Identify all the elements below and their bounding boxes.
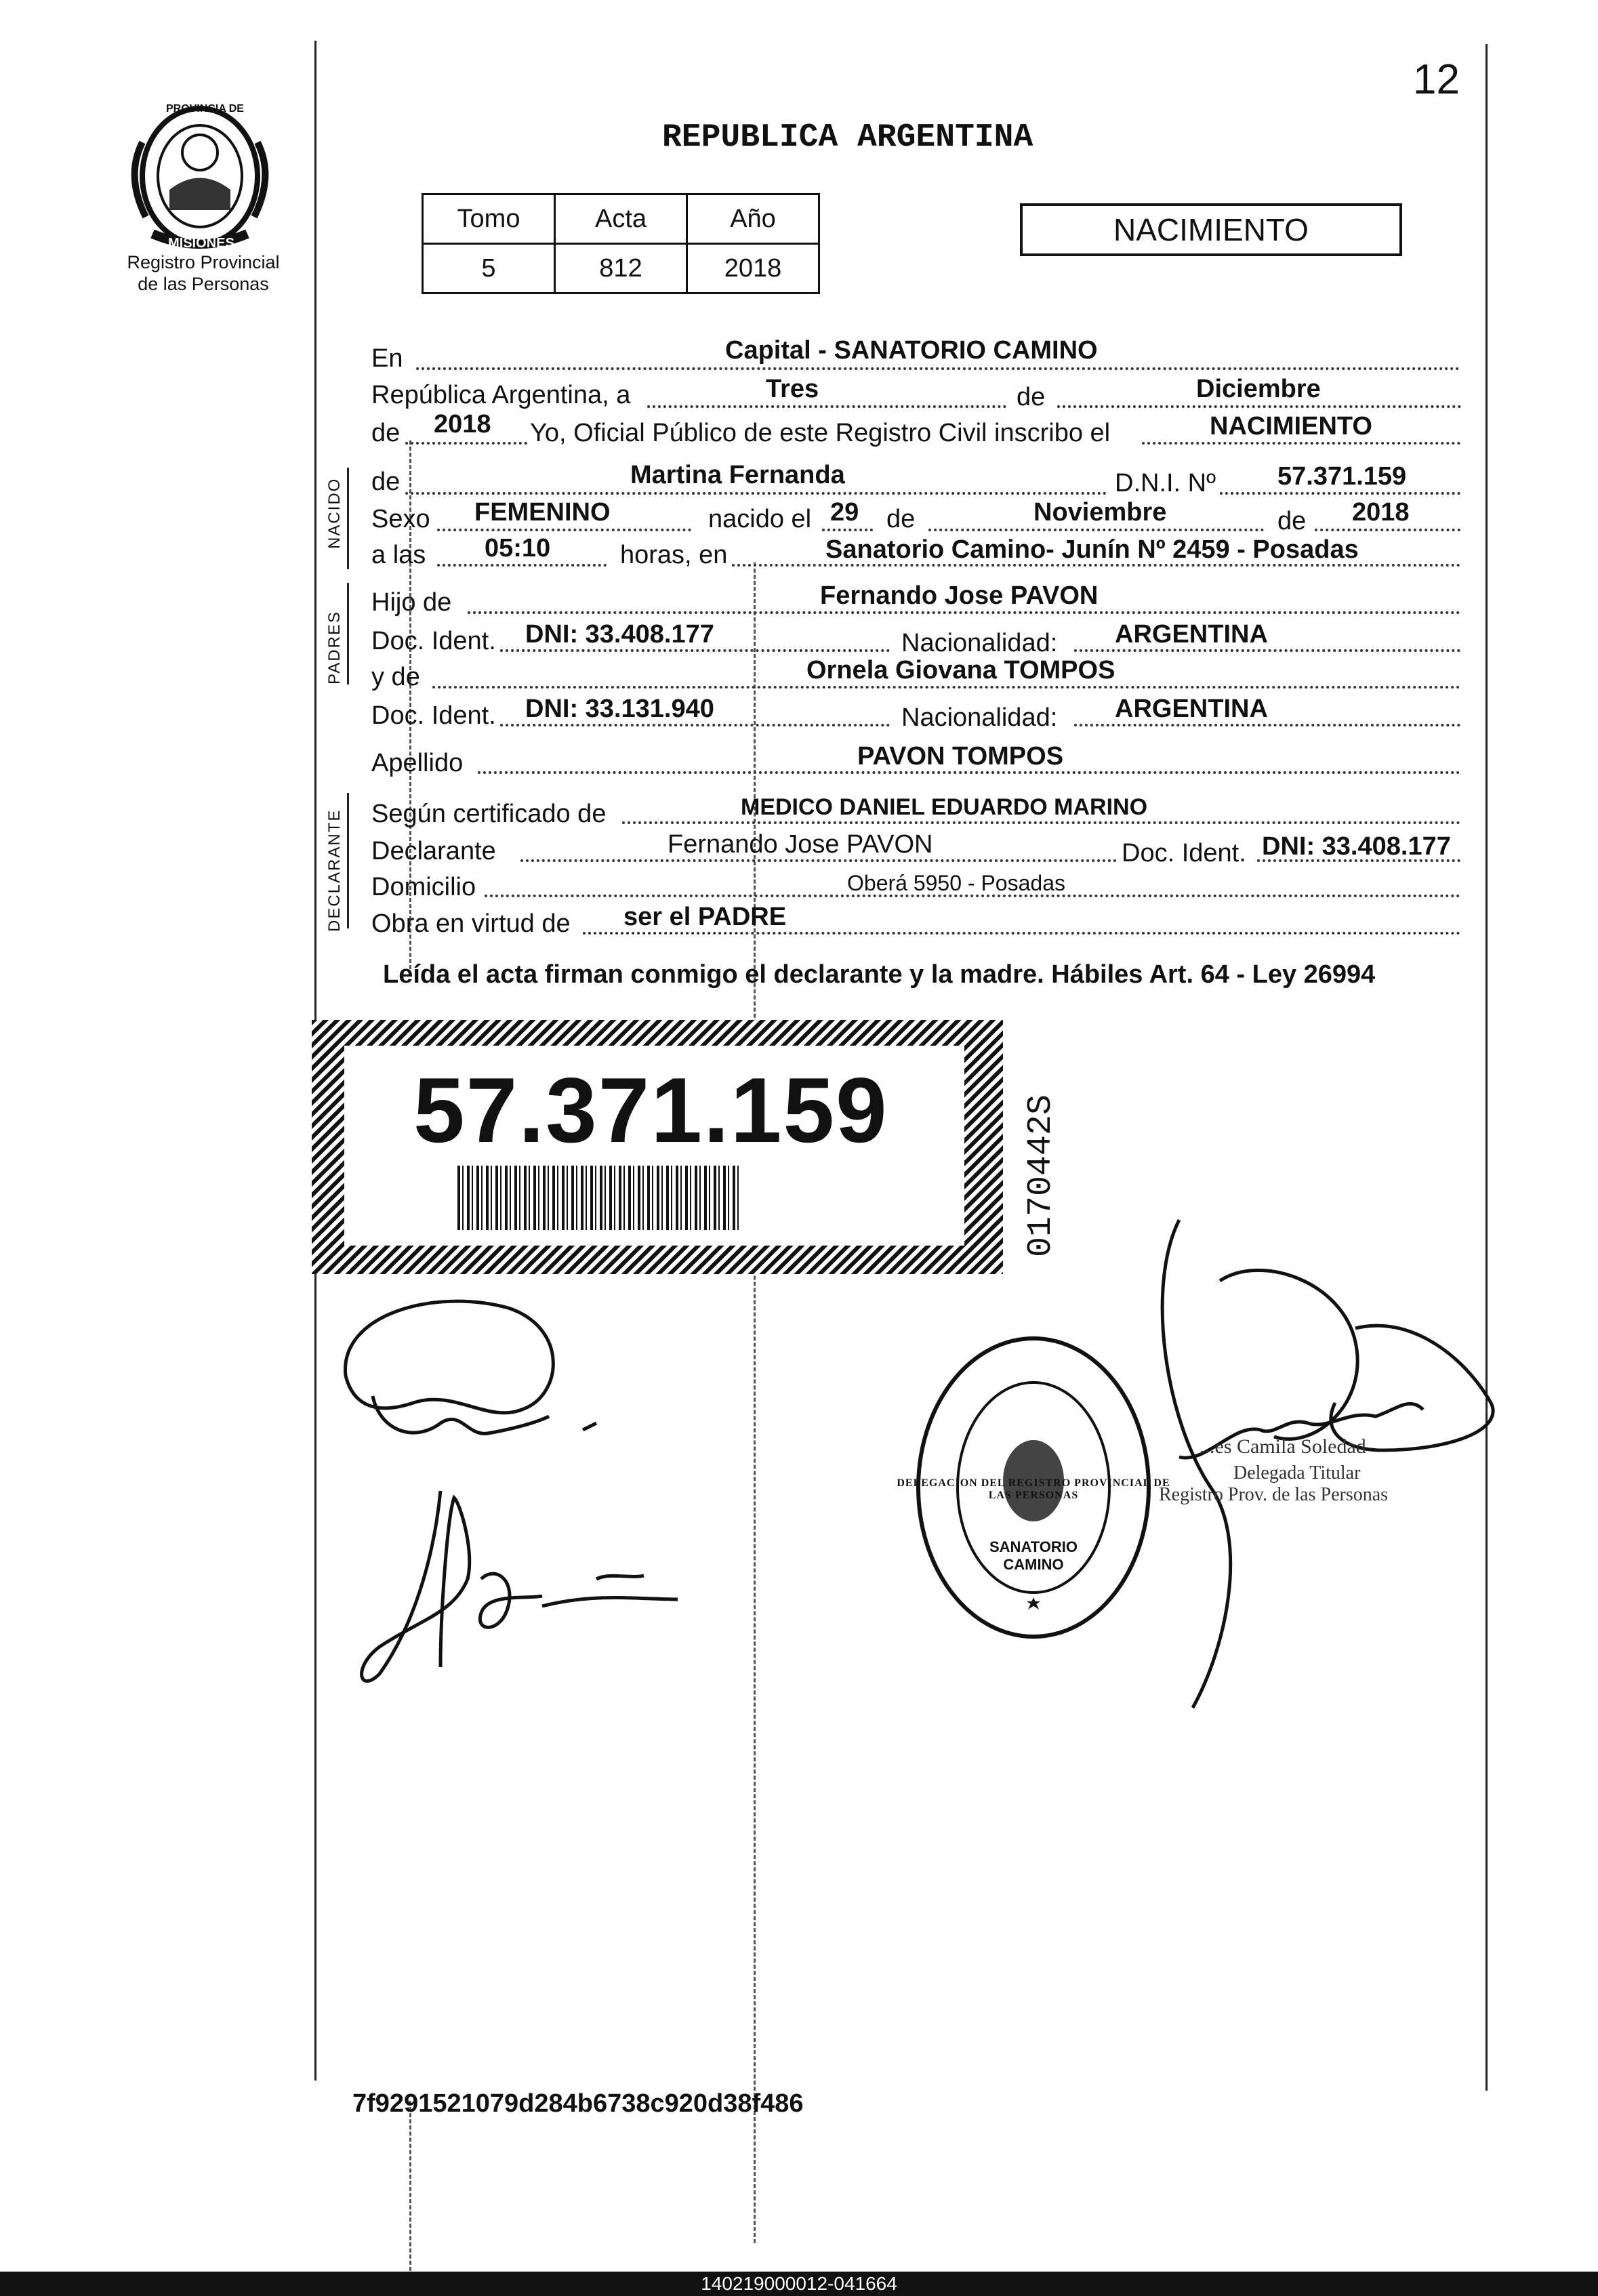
official-office: Registro Prov. de las Personas — [1159, 1484, 1389, 1505]
sticker-number: 57.371.159 — [413, 1059, 888, 1162]
table-header-anio: Año — [687, 194, 819, 244]
label-dni: D.N.I. Nº — [1115, 469, 1216, 497]
closing-text: Leída el acta firman conmigo el declarante y la madre. Hábiles Art. 64 - Ley 26994 — [383, 960, 1376, 989]
dotted-line — [583, 932, 1460, 935]
footer-id: 140219000012-041664 — [701, 2273, 897, 2294]
sticker-serial: 0170442S — [1022, 1094, 1061, 1257]
value-day-words: Tres — [766, 375, 819, 403]
value-dni: 57.371.159 — [1277, 462, 1407, 491]
label-doc-ident-father: Doc. Ident. — [371, 627, 496, 655]
value-time: 05:10 — [485, 534, 551, 562]
label-de-year: de — [371, 419, 401, 447]
label-doc-ident-mother: Doc. Ident. — [371, 701, 496, 730]
value-mother-dni: DNI: 33.131.940 — [525, 695, 714, 723]
dotted-line — [468, 611, 1460, 614]
table-value-tomo: 5 — [423, 244, 555, 293]
value-capacity: ser el PADRE — [623, 903, 787, 931]
value-surname: PAVON TOMPOS — [857, 742, 1064, 771]
page-number: 12 — [1413, 56, 1460, 103]
dotted-line — [405, 442, 527, 445]
value-act: NACIMIENTO — [1210, 412, 1372, 440]
value-sex: FEMENINO — [474, 498, 611, 527]
label-officer: Yo, Oficial Público de este Registro Civil inscribo el — [530, 419, 1111, 447]
dotted-line — [1074, 649, 1460, 652]
sticker-barcode — [457, 1166, 742, 1230]
label-sexo: Sexo — [371, 505, 430, 533]
registry-name-line2: de las Personas — [138, 274, 269, 294]
label-nacido-el: nacido el — [708, 505, 812, 533]
label-name-de: de — [371, 468, 401, 496]
value-mother: Ornela Giovana TOMPOS — [806, 656, 1115, 684]
value-place: Capital - SANATORIO CAMINO — [725, 336, 1098, 365]
dotted-line — [432, 686, 1460, 689]
registry-table-values — [423, 244, 819, 293]
table-value-anio: 2018 — [687, 244, 819, 293]
section-bar-nacido — [347, 468, 349, 569]
label-declarante: Declarante — [371, 837, 496, 865]
label-de-month: de — [886, 505, 916, 533]
value-mother-nat: ARGENTINA — [1115, 695, 1268, 723]
dotted-line — [437, 529, 691, 531]
dotted-line — [1220, 492, 1460, 495]
value-father: Fernando Jose PAVON — [820, 581, 1099, 610]
official-title: Delegada Titular — [1233, 1462, 1361, 1483]
logo-text-bottom: MISIONES — [168, 236, 234, 251]
dotted-line — [822, 529, 873, 531]
value-name: Martina Fernanda — [630, 461, 845, 489]
value-address: Oberá 5950 - Posadas — [847, 871, 1065, 895]
dotted-line — [520, 859, 1117, 862]
value-year: 2018 — [434, 410, 491, 438]
value-declarant: Fernando Jose PAVON — [668, 830, 933, 859]
section-label-padres: PADRES — [325, 611, 344, 684]
label-de: de — [1017, 383, 1046, 411]
dotted-line — [622, 821, 1460, 824]
section-bar-declarante — [347, 793, 349, 928]
value-birth-year: 2018 — [1352, 498, 1410, 527]
table-header-acta: Acta — [555, 194, 687, 244]
table-header-tomo: Tomo — [423, 194, 555, 244]
footer-bar — [0, 2272, 1598, 2296]
value-birth-day: 29 — [830, 498, 859, 527]
label-a-las: a las — [371, 541, 426, 569]
section-label-nacido: NACIDO — [325, 477, 344, 549]
label-nacionalidad-mother: Nacionalidad: — [901, 703, 1058, 732]
act-type-box — [1020, 203, 1402, 256]
value-birth-month: Noviembre — [1033, 498, 1167, 527]
label-apellido: Apellido — [371, 749, 464, 777]
country-title: REPUBLICA ARGENTINA — [662, 119, 1033, 156]
value-father-nat: ARGENTINA — [1115, 620, 1268, 649]
dotted-line — [1142, 442, 1460, 445]
signature-declarant — [339, 1477, 691, 1694]
label-y-de: y de — [371, 663, 420, 691]
dotted-line — [500, 724, 890, 726]
registry-table — [422, 193, 820, 294]
label-domicilio: Domicilio — [371, 873, 476, 901]
label-de-year2: de — [1277, 507, 1307, 535]
table-value-acta: 812 — [555, 244, 687, 293]
section-label-declarante: DECLARANTE — [325, 808, 344, 932]
dotted-line — [416, 367, 1460, 370]
dotted-line — [478, 771, 1460, 774]
signature-mother — [332, 1288, 617, 1491]
document-hash: 7f9291521079d284b6738c920d38f486 — [352, 2089, 804, 2118]
label-en: En — [371, 344, 403, 373]
dotted-line — [1074, 724, 1460, 726]
dotted-line — [500, 649, 890, 652]
value-birth-place: Sanatorio Camino- Junín Nº 2459 - Posadas — [825, 535, 1359, 564]
registry-name-line1: Registro Provincial — [127, 252, 280, 272]
fold-line-left-lower — [409, 2101, 411, 2277]
dotted-line — [437, 564, 607, 567]
value-declarant-dni: DNI: 33.408.177 — [1262, 832, 1451, 861]
dotted-line — [1315, 529, 1460, 531]
label-doc-ident-declarant: Doc. Ident. — [1122, 839, 1246, 867]
label-segun: Según certificado de — [371, 800, 607, 828]
logo-text-top: PROVINCIA DE — [166, 103, 244, 115]
act-type: NACIMIENTO — [1113, 212, 1309, 247]
registry-logo — [122, 102, 278, 251]
dni-sticker — [312, 1020, 1003, 1274]
official-name: ...es Camila Soledad — [1200, 1435, 1366, 1458]
section-bar-padres — [347, 583, 349, 684]
label-republica: República Argentina, a — [371, 381, 631, 409]
dotted-line — [647, 405, 1006, 408]
value-father-dni: DNI: 33.408.177 — [525, 620, 714, 649]
value-certificate: MEDICO DANIEL EDUARDO MARINO — [741, 794, 1148, 820]
seal-ring-text: DELEGACION DEL REGISTRO PROVINCIAL DE LAS PERSONAS — [897, 1477, 1170, 1501]
dotted-line — [405, 492, 1107, 495]
label-horas-en: horas, en — [620, 541, 728, 569]
seal-inner-text: SANATORIO CAMINO — [989, 1538, 1078, 1573]
dotted-line — [1057, 405, 1461, 408]
official-seal — [897, 1332, 1170, 1643]
label-nacionalidad-father: Nacionalidad: — [901, 629, 1058, 657]
right-margin-line — [1486, 44, 1488, 2091]
registry-table-header — [423, 194, 819, 244]
label-obra: Obra en virtud de — [371, 909, 571, 938]
value-month: Diciembre — [1196, 375, 1321, 403]
dotted-line — [928, 529, 1264, 531]
label-hijo-de: Hijo de — [371, 588, 452, 617]
